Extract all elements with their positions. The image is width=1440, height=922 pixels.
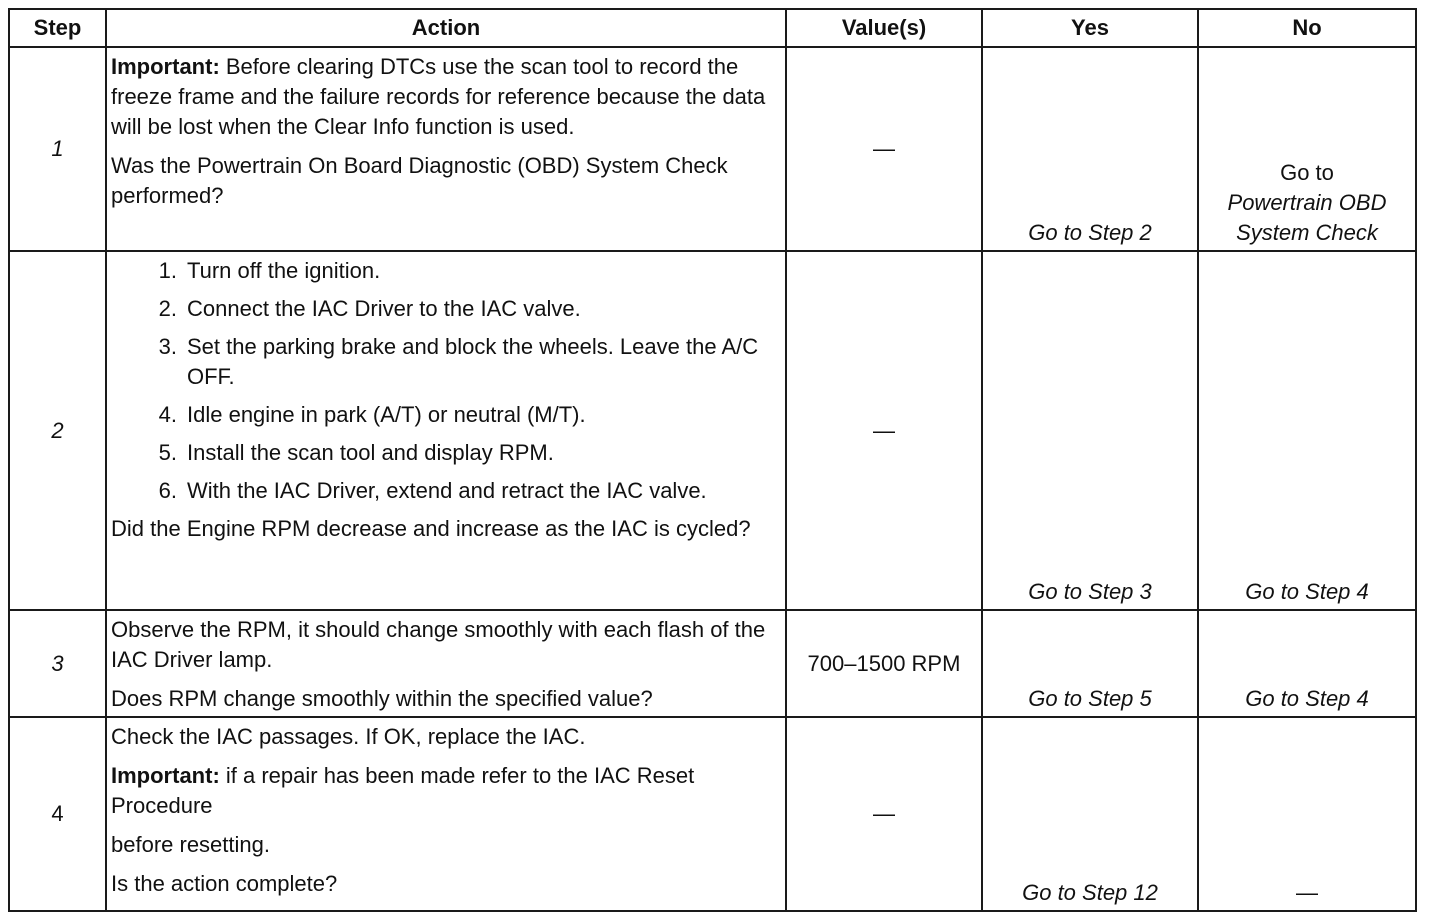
question-text: Is the action complete? [111,871,338,896]
question-text: Does RPM change smoothly within the specified value? [111,686,653,711]
value-cell [786,717,982,911]
no-cell [1198,47,1416,251]
table-row-3 [9,610,1416,717]
list-item: 4. Idle engine in park (A/T) or neutral (M/T). [158,402,586,427]
value-text: 700–1500 RPM [807,650,961,676]
header-action: Action [106,9,786,47]
question-text: Was the Powertrain On Board Diagnostic (OBD) System Check performed? [111,153,728,208]
yes-link[interactable]: Go to Step 2 [1028,220,1152,245]
diagnostic-table [8,8,1417,912]
value-text: — [873,417,895,443]
value-cell [786,251,982,610]
step-number: 2 [9,251,106,610]
action-cell [106,717,786,911]
yes-cell [982,717,1198,911]
list-item: 5. Install the scan tool and display RPM. [158,440,554,465]
no-cell [1198,251,1416,610]
table-row-1 [9,47,1416,251]
yes-cell [982,610,1198,717]
no-link[interactable]: Go to Step 4 [1245,686,1369,711]
important-note [111,52,771,142]
important-label: Important: [111,763,220,788]
yes-cell [982,251,1198,610]
value-text: — [873,801,895,826]
header-yes: Yes [982,9,1198,47]
yes-cell [982,47,1198,251]
important-note [111,761,771,821]
table-row-2 [9,251,1416,610]
action-cell [106,47,786,251]
header-step: Step [9,9,106,47]
no-prefix: Go to [1280,160,1334,185]
yes-link[interactable]: Go to Step 12 [1022,880,1158,905]
value-text: — [873,136,895,161]
list-item: 2. Connect the IAC Driver to the IAC valve. [158,296,581,321]
list-item: 3. Set the parking brake and block the wheels. Leave the A/C OFF. [158,334,759,389]
important-text: Before clearing DTCs use the scan tool to record the freeze frame and the failure records for reference because the data will be lost when the Clear Info function is used. [111,54,766,139]
value-cell [786,610,982,717]
no-link[interactable]: Powertrain OBD System Check [1227,190,1387,245]
value-cell [786,47,982,251]
action-text: Observe the RPM, it should change smoothly with each flash of the IAC Driver lamp. [111,617,766,672]
procedure-list [111,256,771,506]
important-text: if a repair has been made refer to the IAC Reset Procedure [111,763,695,818]
yes-link[interactable]: Go to Step 3 [1028,579,1152,604]
question-text: Did the Engine RPM decrease and increase as the IAC is cycled? [111,516,751,541]
step-number: 4 [9,717,106,911]
no-value: — [1296,880,1318,905]
action-text: Check the IAC passages. If OK, replace the IAC. [111,724,586,749]
step-number: 1 [9,47,106,251]
action-cell [106,610,786,717]
list-item: 6. With the IAC Driver, extend and retract the IAC valve. [158,478,707,503]
table-row-4 [9,717,1416,911]
header-row [9,9,1416,47]
action-text-continued: before resetting. [111,832,270,857]
action-cell [106,251,786,610]
yes-link[interactable]: Go to Step 5 [1028,686,1152,711]
no-cell [1198,717,1416,911]
header-values: Value(s) [786,9,982,47]
list-item: 1. Turn off the ignition. [158,258,381,283]
header-no: No [1198,9,1416,47]
important-label: Important: [111,54,220,79]
no-cell [1198,610,1416,717]
no-link[interactable]: Go to Step 4 [1245,579,1369,604]
step-number: 3 [9,610,106,717]
